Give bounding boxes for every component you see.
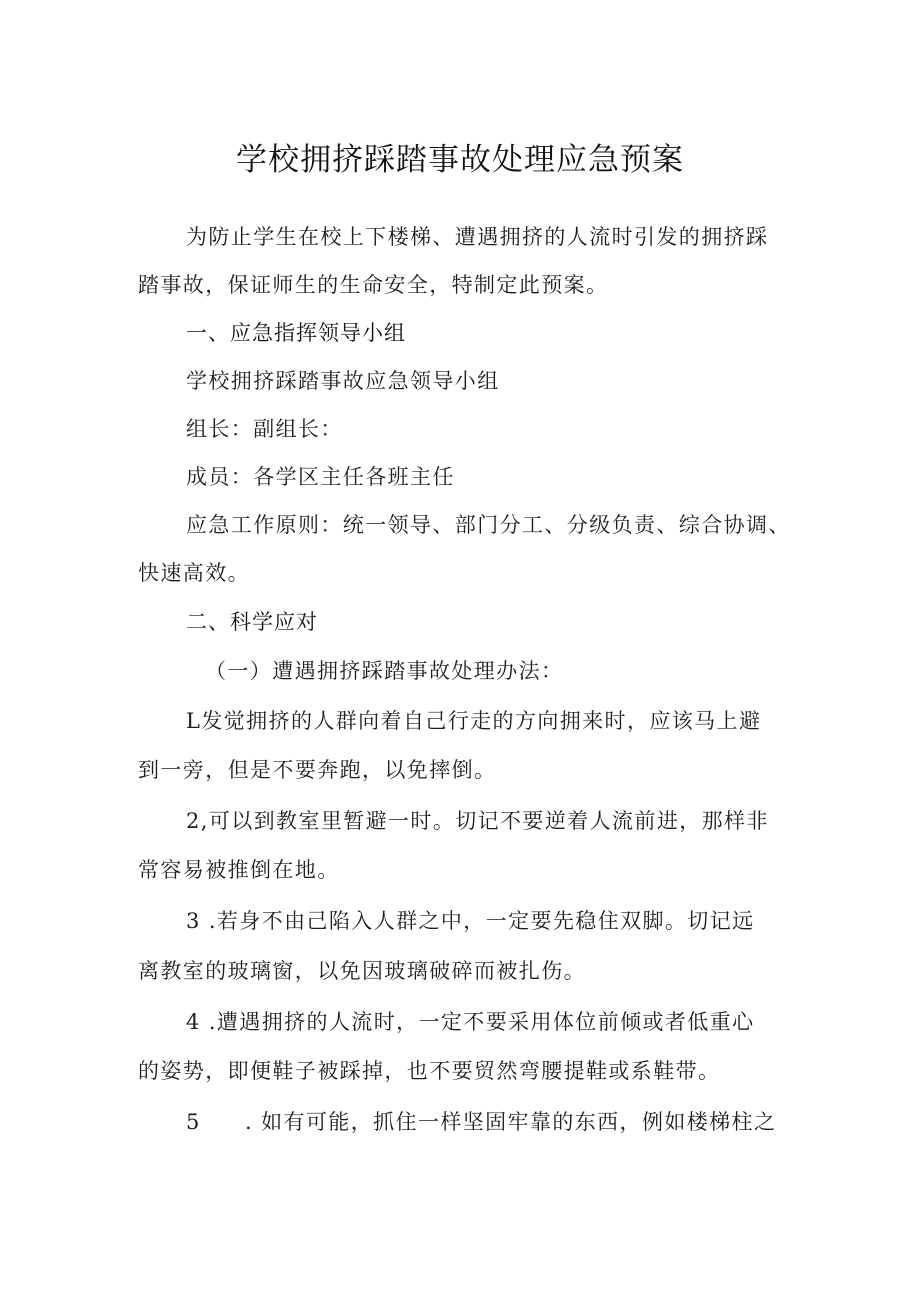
item-5-line-1: . 如有可能，抓住一样坚固牢靠的东西，例如楼梯柱之 (245, 1110, 777, 1134)
group-name: 学校拥挤踩踏事故应急领导小组 (186, 369, 500, 393)
item-2-line-1: 2,可以到教室里暂避一时。切记不要逆着人流前进，那样非 (186, 809, 769, 833)
intro-line-2: 踏事故，保证师生的生命安全，特制定此预案。 (138, 273, 609, 297)
section-heading-command-group: 一、应急指挥领导小组 (186, 321, 406, 345)
item-1-line-2: 到一旁，但是不要奔跑，以免摔倒。 (138, 758, 497, 782)
item-1-line-1: L发觉拥挤的人群向着自己行走的方向拥来时，应该马上避 (186, 709, 762, 733)
group-leaders: 组长：副组长： (186, 417, 343, 441)
item-4-line-2: 的姿势，即便鞋子被踩掉，也不要贸然弯腰提鞋或系鞋带。 (138, 1059, 721, 1083)
section-heading-response: 二、科学应对 (186, 610, 318, 634)
principle-line-1: 应急工作原则：统一领导、部门分工、分级负责、综合协调、 (186, 513, 791, 537)
item-3-line-2: 离教室的玻璃窗，以免因玻璃破碎而被扎伤。 (138, 959, 586, 983)
item-5-number: 5 (186, 1110, 201, 1134)
item-2-line-2: 常容易被推倒在地。 (138, 858, 340, 882)
item-3-line-1: 3 .若身不由己陷入人群之中，一定要先稳住双脚。切记远 (186, 909, 755, 933)
intro-line-1: 为防止学生在校上下楼梯、遭遇拥挤的人流时引发的拥挤踩 (186, 225, 769, 249)
item-4-line-1: 4 .遭遇拥挤的人流时，一定不要采用体位前倾或者低重心 (186, 1010, 755, 1034)
group-members: 成员：各学区主任各班主任 (186, 465, 455, 489)
subsection-heading: （一）遭遇拥挤踩踏事故处理办法： (205, 659, 564, 683)
principle-line-2: 快速高效。 (138, 561, 250, 585)
document-title: 学校拥挤踩踏事故处理应急预案 (236, 142, 684, 178)
